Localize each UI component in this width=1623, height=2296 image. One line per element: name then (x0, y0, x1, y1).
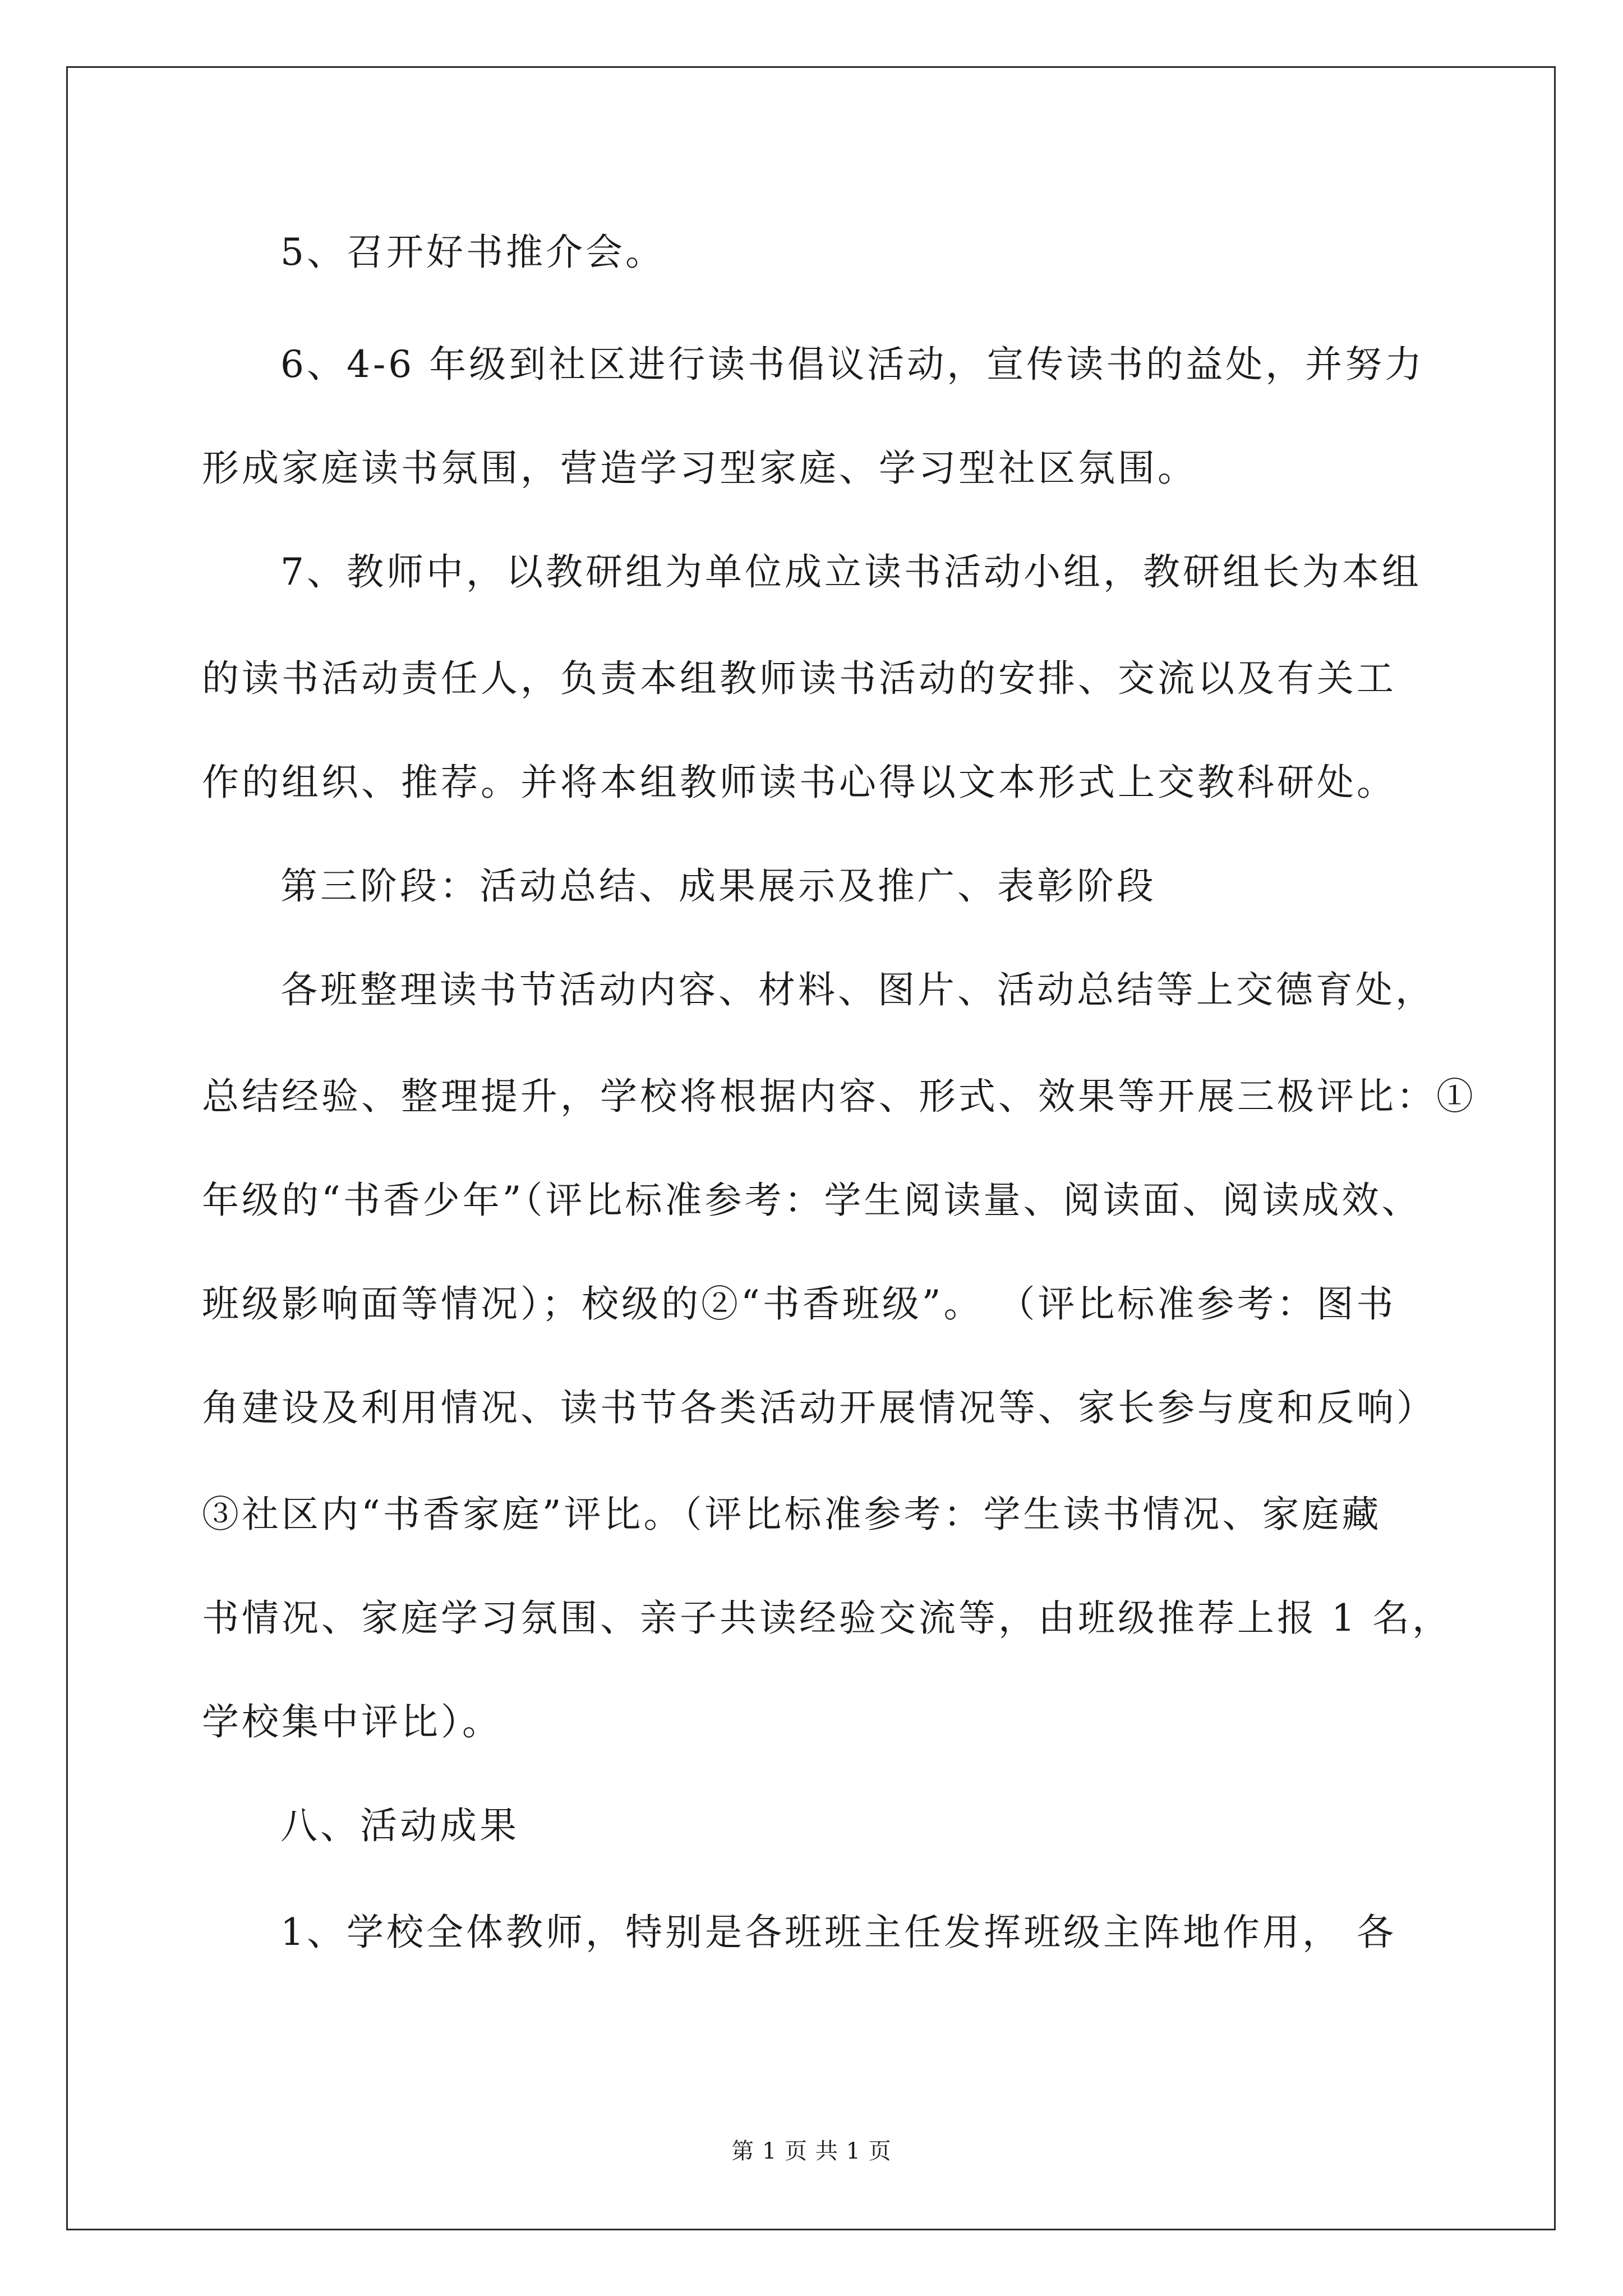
text-line: 6、4-6 年级到社区进行读书倡议活动，宣传读书的益处，并努力 (280, 343, 1425, 386)
text-line: 作的组织、推荐。并将本组教师读书心得以文本形式上交教科研处。 (202, 761, 1396, 804)
text-line: 7、教师中，以教研组为单位成立读书活动小组，教研组长为本组 (280, 550, 1422, 593)
text-line: 书情况、家庭学习氛围、亲子共读经验交流等，由班级推荐上报 1 名， (202, 1596, 1452, 1640)
page-border (66, 66, 1556, 2230)
text-line: 班级影响面等情况）；校级的②“书香班级”。 （评比标准参考：图书 (202, 1282, 1396, 1326)
text-line: 第三阶段：活动总结、成果展示及推广、表彰阶段 (280, 864, 1156, 908)
text-line: 年级的“书香少年”（评比标准参考：学生阅读量、阅读面、阅读成效、 (202, 1179, 1422, 1222)
text-line: 角建设及利用情况、读书节各类活动开展情况等、家长参与度和反响） (202, 1386, 1436, 1429)
text-line: 5、召开好书推介会。 (280, 231, 665, 274)
text-line: 总结经验、整理提升，学校将根据内容、形式、效果等开展三极评比：① (202, 1075, 1476, 1118)
text-line: ③社区内“书香家庭”评比。（评比标准参考：学生读书情况、家庭藏 (202, 1493, 1382, 1536)
text-line: 学校集中评比）。 (202, 1700, 502, 1743)
text-line: 形成家庭读书氛围，营造学习型家庭、学习型社区氛围。 (202, 447, 1197, 490)
section-heading: 八、活动成果 (280, 1804, 519, 1847)
text-line: 各班整理读书节活动内容、材料、图片、活动总结等上交德育处， (280, 968, 1435, 1011)
page-footer: 第 1 页 共 1 页 (731, 2138, 892, 2164)
text-line: 的读书活动责任人，负责本组教师读书活动的安排、交流以及有关工 (202, 657, 1396, 700)
text-line: 1、学校全体教师，特别是各班班主任发挥班级主阵地作用， 各 (280, 1911, 1396, 1954)
